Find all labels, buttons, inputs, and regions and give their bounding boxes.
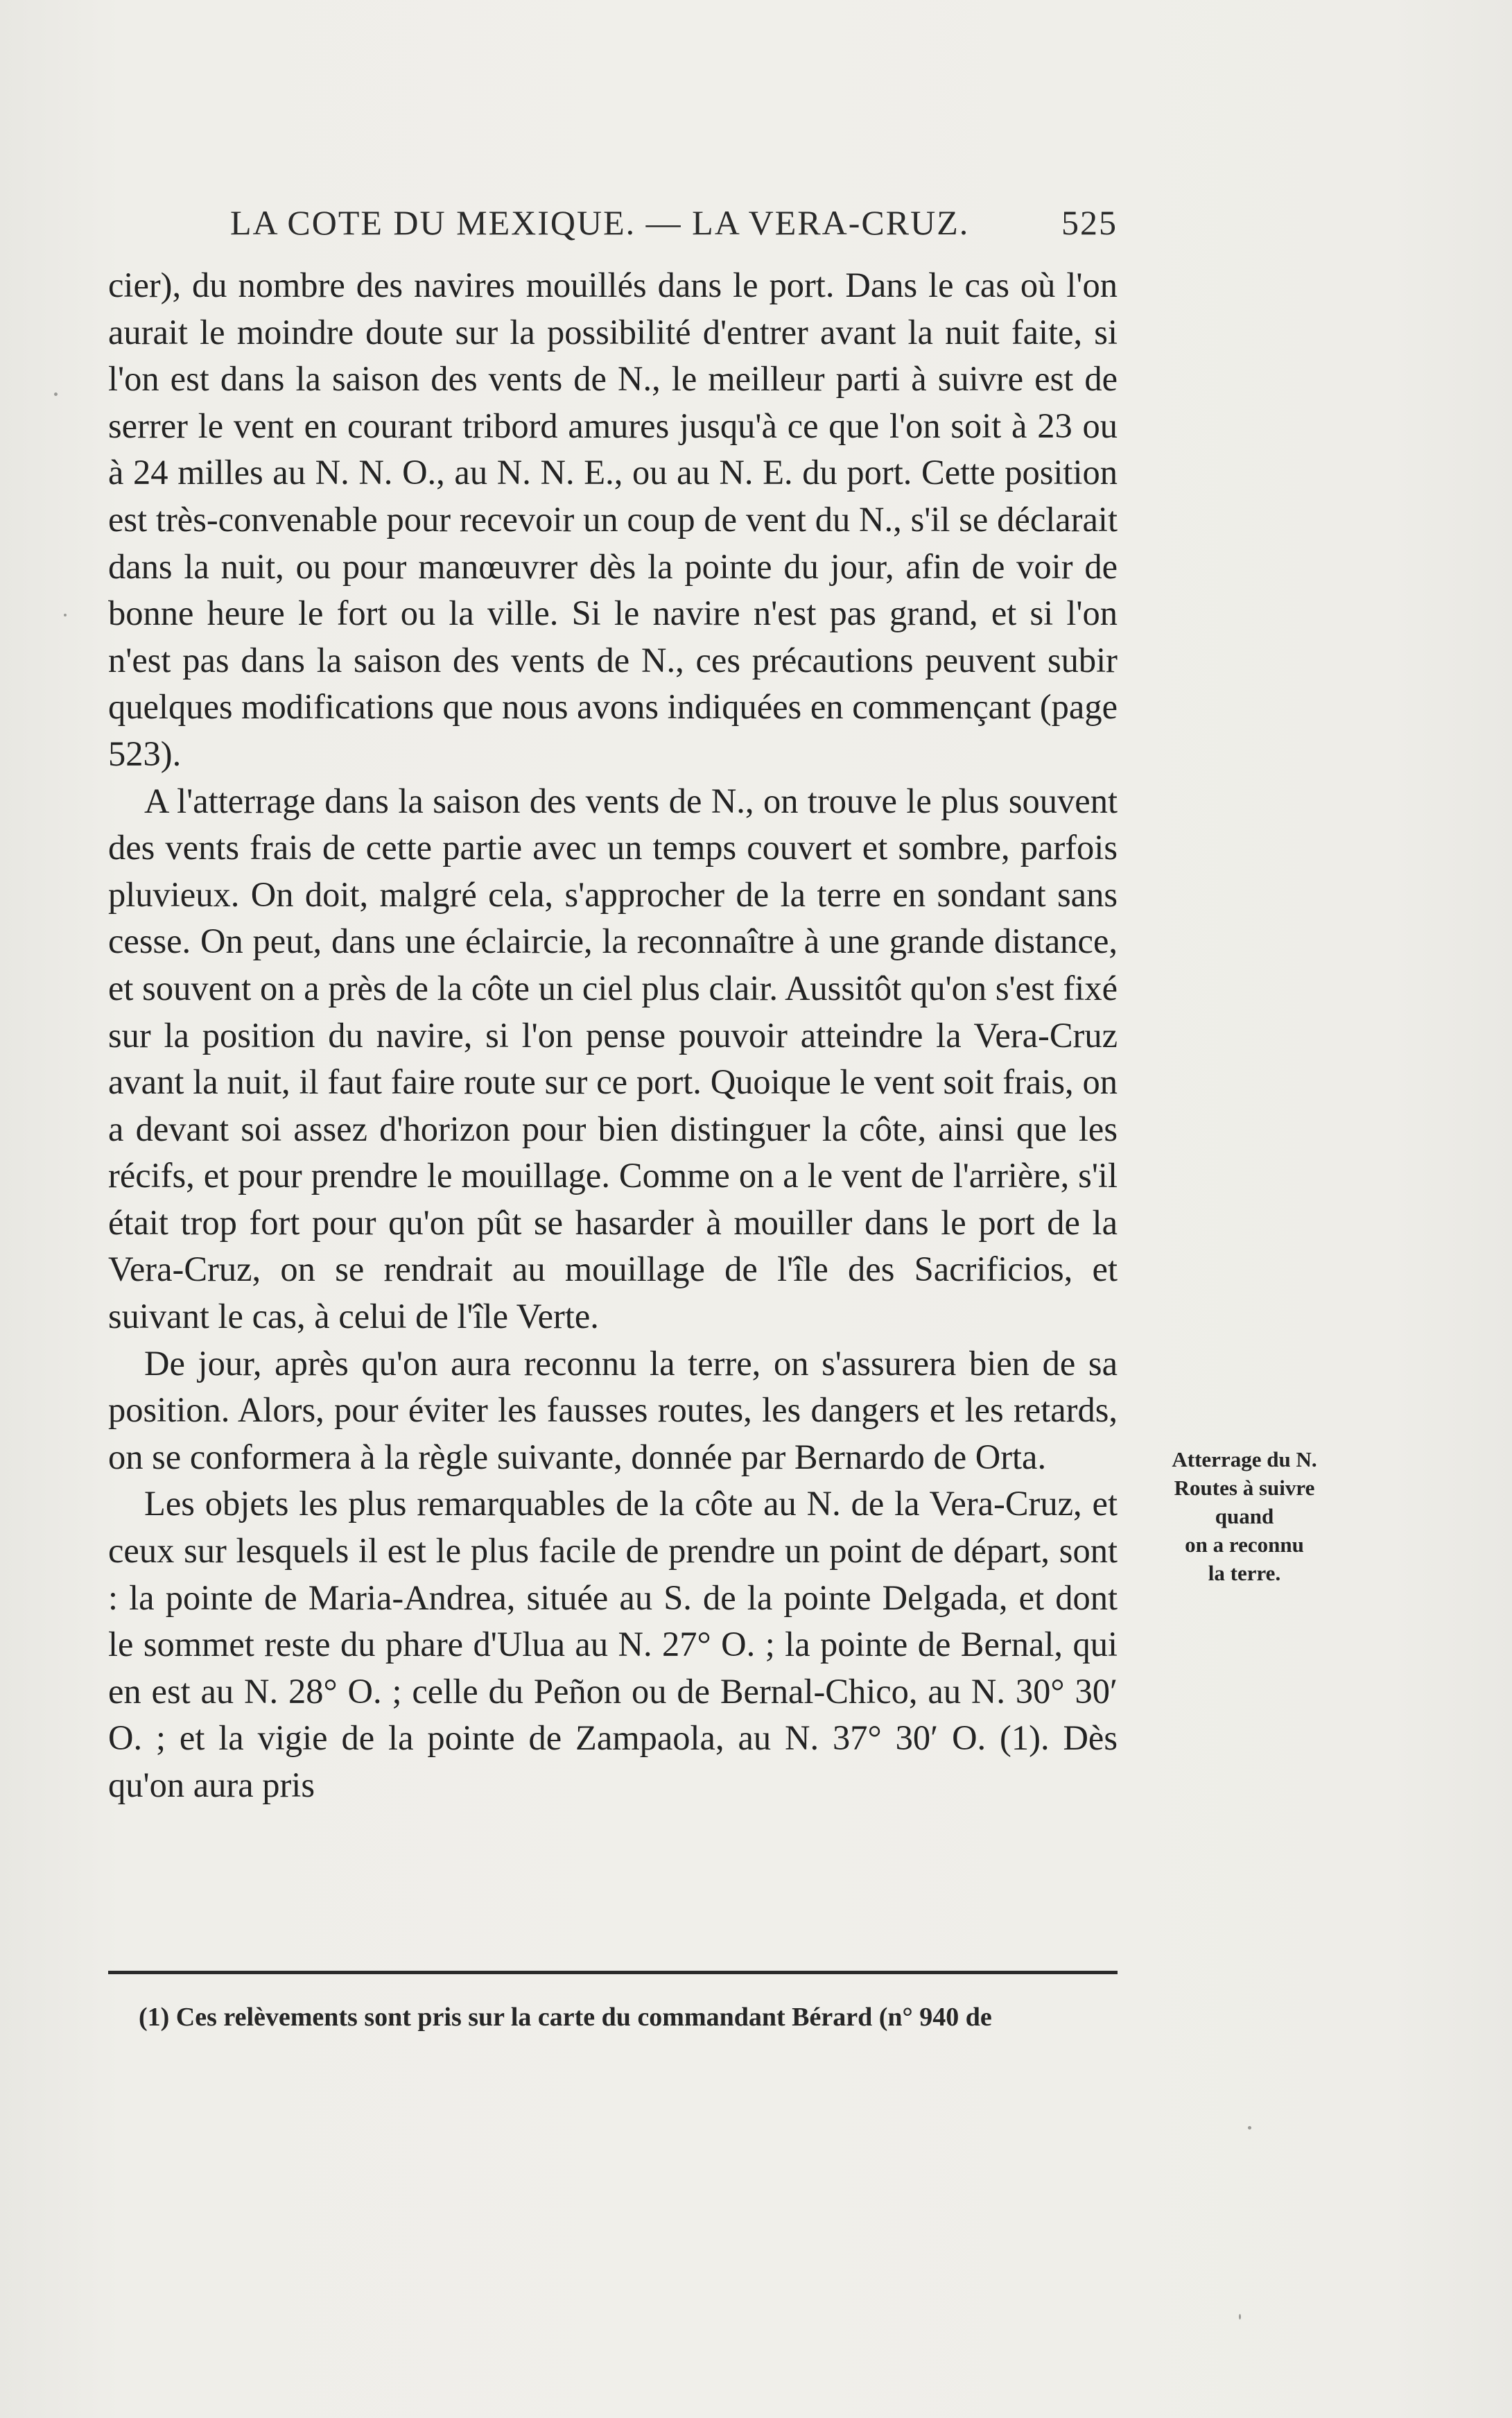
paper-speck: [1239, 2314, 1241, 2320]
footnote-rule: [108, 1971, 1118, 1974]
paper-speck: [54, 392, 58, 396]
body-text: [108, 262, 1118, 1809]
paragraph-atterrage-north-winds: A l'atterrage dans la saison des vents de N., on trouve le plus souvent des vents frais de cette partie avec un temps couvert et sombre, parfois pluvieux. On doit, malgré cela, s'approcher de la terre en sondant sans cesse. On peut, dans une éclaircie, la reconnaître à une grande distance, et souvent on a près de la côte un ciel plus clair. Aussitôt qu'on s'est fixé sur la position du navire, si l'on pense pouvoir atteindre la Vera-Cruz avant la nuit, il faut faire route sur ce port. Quoique le vent soit frais, on a devant soi assez d'horizon pour bien distinguer la côte, ainsi que les récifs, et pour prendre le mouillage. Comme on a le vent de l'arrière, s'il était trop fort pour qu'on pût se hasarder à mouiller dans le port de la Vera-Cruz, on se rendrait au mouillage de l'île des Sacrificios, et suivant le cas, à celui de l'île Verte.: [108, 781, 1118, 1336]
marginal-note-line: Routes à suivre: [1174, 1476, 1315, 1500]
running-head-title: LA COTE DU MEXIQUE. — LA VERA-CRUZ.: [230, 203, 970, 242]
paragraph-remarkable-objects: Les objets les plus remarquables de la côte au N. de la Vera-Cruz, et ceux sur lesquels il est le plus facile de prendre un point de départ, sont : la pointe de Maria-Andrea, située au S. de la pointe Delgada, et dont le sommet reste du phare d'Ulua au N. 27° O. ; la pointe de Bernal, qui en est au N. 28° O. ; celle du Peñon ou de Bernal-Chico, au N. 30° 30′ O. ; et la vigie de la pointe de Zampaola, au N. 37° 30′ O. (1). Dès qu'on aura pris: [108, 1484, 1118, 1804]
page-number: 525: [1061, 203, 1118, 242]
marginal-note-line: la terre.: [1208, 1561, 1281, 1585]
running-head: [230, 202, 1118, 251]
paragraph-continuation: cier), du nombre des navires mouillés dans le port. Dans le cas où l'on aurait le moindre doute sur la possibilité d'entrer avant la nuit faite, si l'on est dans la saison des vents de N., le meilleur parti à suivre est de serrer le vent en courant tribord amures jusqu'à ce que l'on soit à 23 ou à 24 milles au N. N. O., au N. N. E., ou au N. E. du port. Cette position est très-convenable pour recevoir un coup de vent du N., s'il se déclarait dans la nuit, ou pour manœuvrer dès la pointe du jour, afin de voir de bonne heure le fort ou la ville. Si le navire n'est pas grand, et si l'on n'est pas dans la saison des vents de N., ces précautions peuvent subir quelques modifications que nous avons indiquées en commençant (page 523).: [108, 266, 1118, 773]
marginal-note-line: on a reconnu: [1185, 1532, 1304, 1557]
footnote: (1) Ces relèvements sont pris sur la carte du commandant Bérard (n° 940 de: [139, 2003, 992, 2032]
marginal-note: [1147, 1445, 1341, 1587]
marginal-note-line: Atterrage du N.: [1172, 1447, 1317, 1471]
paper-speck: [64, 614, 67, 616]
paragraph-daytime-position: De jour, après qu'on aura reconnu la terre, on s'assurera bien de sa position. Alors, pour éviter les fausses routes, les dangers et les retards, on se conformera à la règle suivante, donnée par Bernardo de Orta.: [108, 1343, 1118, 1476]
paper-speck: [1248, 2126, 1251, 2130]
marginal-note-line: quand: [1215, 1504, 1274, 1528]
